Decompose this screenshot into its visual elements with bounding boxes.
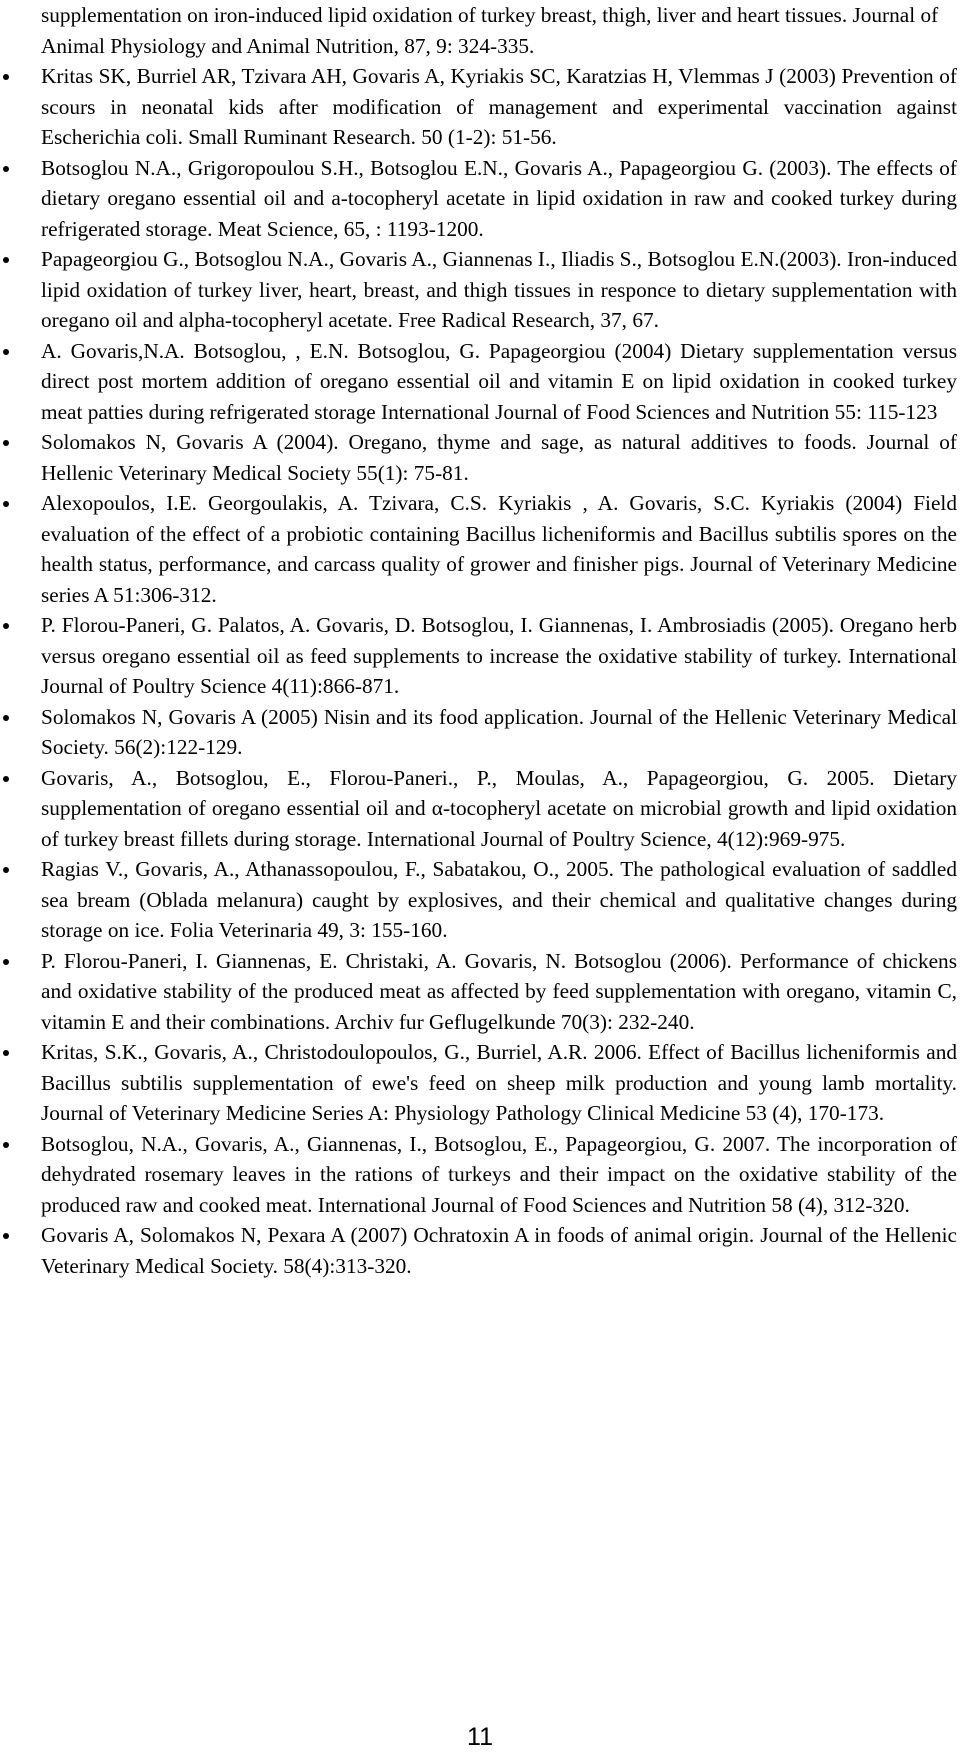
reference-item bbox=[41, 153, 957, 245]
reference-text: Ragias V., Govaris, A., Athanassopoulou, F., Sabatakou, O., 2005. The pathological evaluation of saddled sea bream (Oblada melanura) caught by explosives, and their chemical and qualitative changes during storage on ice. Folia Veterinaria 49, 3: 155-160. bbox=[41, 857, 957, 942]
reference-item bbox=[41, 702, 957, 763]
reference-text: Kritas SK, Burriel AR, Tzivara AH, Govaris A, Kyriakis SC, Karatzias H, Vlemmas J (2003) Prevention of scours in neonatal kids after modification of management and experimental vaccination against Escherichia coli. Small Ruminant Research. 50 (1-2): 51-56. bbox=[41, 64, 957, 149]
reference-item bbox=[41, 1129, 957, 1221]
reference-text: Govaris, A., Botsoglou, E., Florou-Paneri., P., Moulas, A., Papageorgiou, G. 2005. Dietary supplementation of oregano essential oil and α-tocopheryl acetate on microbial growth and lipid oxidation of turkey breast fillets during storage. International Journal of Poultry Science, 4(12):969-975. bbox=[41, 765, 957, 851]
bullet-icon bbox=[3, 776, 9, 782]
reference-item bbox=[41, 763, 957, 855]
reference-item bbox=[41, 336, 957, 428]
reference-text: P. Florou-Paneri, G. Palatos, A. Govaris, D. Botsoglou, I. Giannenas, I. Ambrosiadis (2005). Oregano herb versus oregano essential oil as feed supplements to increase the oxidative stability of turkey. International Journal of Poultry Science 4(11):866-871. bbox=[41, 613, 957, 698]
bullet-icon bbox=[3, 867, 9, 873]
reference-list bbox=[41, 0, 957, 1281]
reference-item bbox=[41, 244, 957, 336]
bullet-icon bbox=[3, 1233, 9, 1239]
reference-text: Papageorgiou G., Botsoglou N.A., Govaris A., Giannenas I., Iliadis S., Botsoglou E.N.(2003). Iron-induced lipid oxidation of turkey liver, heart, breast, and thigh tissues in responce to dietary supplementation with oregano oil and alpha-tocopheryl acetate. Free Radical Research, 37, 67. bbox=[41, 247, 957, 332]
reference-continuation: supplementation on iron-induced lipid oxidation of turkey breast, thigh, liver and heart tissues. Journal of Animal Physiology and Animal Nutrition, 87, 9: 324-335. bbox=[41, 3, 939, 58]
reference-item bbox=[41, 946, 957, 1038]
bullet-icon bbox=[3, 74, 9, 80]
bullet-icon bbox=[3, 959, 9, 965]
reference-item bbox=[41, 610, 957, 702]
reference-item bbox=[41, 1037, 957, 1129]
bullet-icon bbox=[3, 257, 9, 263]
bullet-icon bbox=[3, 166, 9, 172]
reference-text: Solomakos N, Govaris A (2005) Nisin and its food application. Journal of the Hellenic Veterinary Medical Society. 56(2):122-129. bbox=[41, 704, 957, 759]
reference-text: P. Florou-Paneri, I. Giannenas, E. Christaki, A. Govaris, N. Botsoglou (2006). Performance of chickens and oxidative stability of the produced meat as affected by feed supplementation with oregano, vitamin C, vitamin E and their combinations. Archiv fur Geflugelkunde 70(3): 232-240. bbox=[41, 948, 957, 1034]
bullet-icon bbox=[3, 1050, 9, 1056]
page-number: 11 bbox=[467, 1723, 493, 1751]
bullet-icon bbox=[3, 1142, 9, 1148]
bullet-icon bbox=[3, 349, 9, 355]
bullet-icon bbox=[3, 440, 9, 446]
reference-text: Alexopoulos, I.E. Georgoulakis, A. Tzivara, C.S. Kyriakis , A. Govaris, S.C. Kyriakis (2004) Field evaluation of the effect of a probiotic containing Bacillus licheniformis and Bacillus subtilis spores on the health status, performance, and carcass quality of grower and finisher pigs. Journal of Veterinary Medicine series A 51:306-312. bbox=[41, 491, 957, 607]
reference-item bbox=[41, 488, 957, 610]
bullet-icon bbox=[3, 715, 9, 721]
reference-item bbox=[41, 1220, 957, 1281]
reference-item bbox=[41, 427, 957, 488]
reference-text: A. Govaris,N.A. Botsoglou, , E.N. Botsoglou, G. Papageorgiou (2004) Dietary supplementation versus direct post mortem addition of oregano essential oil and vitamin E on lipid oxidation in cooked turkey meat patties during refrigerated storage International Journal of Food Sciences and Nutrition 55: 115-123 bbox=[41, 338, 957, 424]
reference-text: Botsoglou N.A., Grigoropoulou S.H., Botsoglou E.N., Govaris A., Papageorgiou G. (2003). The effects of dietary oregano essential oil and a-tocopheryl acetate in lipid oxidation in raw and cooked turkey during refrigerated storage. Meat Science, 65, : 1193-1200. bbox=[41, 155, 957, 241]
reference-text: Solomakos N, Govaris A (2004). Oregano, thyme and sage, as natural additives to foods. Journal of Hellenic Veterinary Medical Society 55(1): 75-81. bbox=[41, 430, 957, 485]
reference-text: Govaris A, Solomakos N, Pexara A (2007) Ochratoxin A in foods of animal origin. Journal of the Hellenic Veterinary Medical Society. 58(4):313-320. bbox=[41, 1223, 957, 1278]
reference-text: Botsoglou, N.A., Govaris, A., Giannenas, I., Botsoglou, E., Papageorgiou, G. 2007. The incorporation of dehydrated rosemary leaves in the rations of turkeys and their impact on the oxidative stability of the produced raw and cooked meat. International Journal of Food Sciences and Nutrition 58 (4), 312-320. bbox=[41, 1131, 957, 1217]
bullet-icon bbox=[3, 623, 9, 629]
reference-item bbox=[41, 61, 957, 153]
reference-text: Kritas, S.K., Govaris, A., Christodoulopoulos, G., Burriel, A.R. 2006. Effect of Bacillus licheniformis and Bacillus subtilis supplementation of ewe's feed on sheep milk production and young lamb mortality. Journal of Veterinary Medicine Series A: Physiology Pathology Clinical Medicine 53 (4), 170-173. bbox=[41, 1040, 957, 1125]
reference-item bbox=[41, 854, 957, 946]
bullet-icon bbox=[3, 501, 9, 507]
